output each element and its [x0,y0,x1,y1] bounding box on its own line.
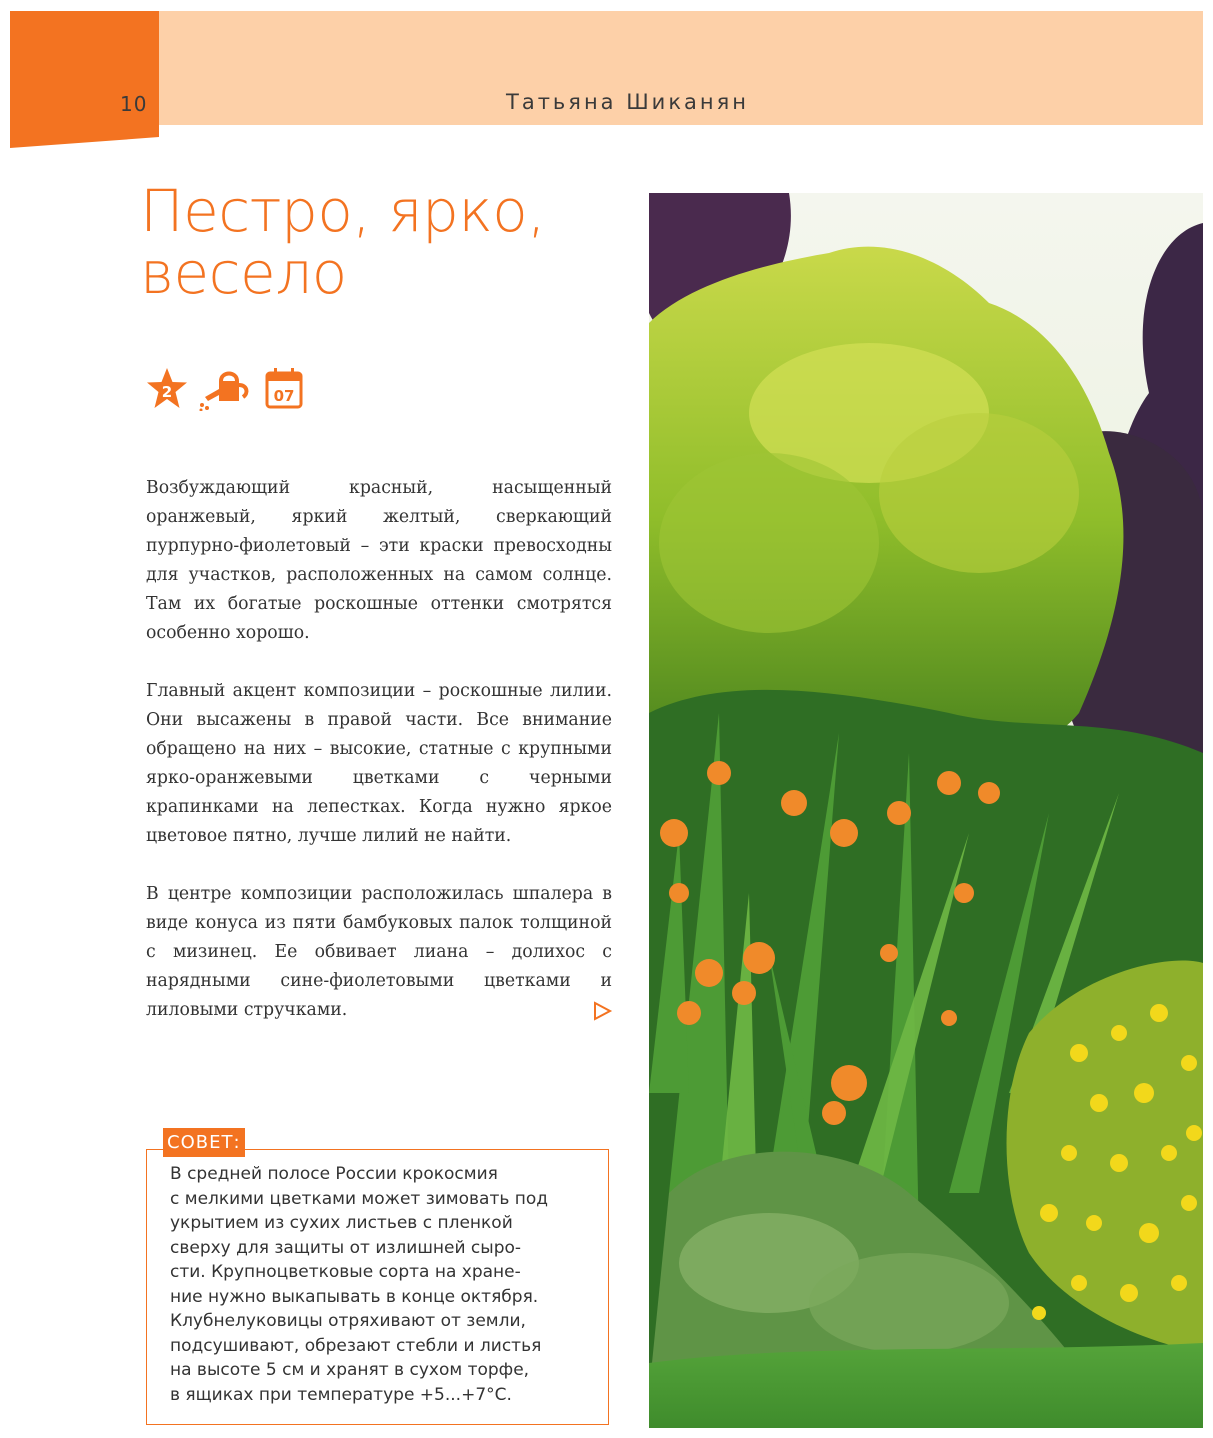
article-title: Пестро, ярко, весело [140,177,546,307]
watering-can-icon [199,367,253,411]
paragraph: Возбуждающий красный, насыщенный оранжевый, яркий желтый, сверкающий пурпурно-фиолетовый – эти краски превосходны для участков, расположенных на самом солнце. Там их богатые роскошные оттенки смотрятся особенно хорошо. [146,478,612,643]
calendar-icon [265,367,303,409]
star-badge-icon [145,367,189,411]
garden-photo [649,193,1203,1428]
paragraph: Главный акцент композиции – роскошные лилии. Они высажены в правой части. Все внимание обращено на них – высокие, статные с крупными ярко-оранжевыми цветками с черными крапинками на лепестках. Когда нужно яркое цветовое пятно, лучше лилий не найти. [146,681,612,846]
page-corner-tab [10,11,159,148]
page-number: 10 [120,92,148,116]
difficulty-value: 2 [161,383,173,401]
tip-text: В средней полосе России крокосмия с мелкими цветками может зимовать под укрытием из сухих листьев с пленкой сверху для защиты от излишней сыро- сти. Крупноцветковые сорта на хране- ние нужно выкапывать в конце октября. Клубнелуковицы отряхивают от земли, подсушивают, обрезают стебли и листья на высоте 5 см и хранят в сухом торфе, в ящиках при температуре +5...+7°С. [170,1164,549,1405]
tip-label: СОВЕТ: [163,1128,245,1157]
care-icons [145,367,315,411]
calendar-month: 07 [273,387,295,405]
paragraph: В центре композиции расположилась шпалера в виде конуса из пяти бамбуковых палок толщиной с мизинец. Ее обвивает лиана – долихос с нарядными сине-фиолетовыми цветками и лиловыми стручками. [146,884,612,1020]
next-page-arrow-icon[interactable] [591,1000,613,1022]
author-name: Татьяна Шиканян [506,90,749,114]
article-body [146,474,612,1054]
